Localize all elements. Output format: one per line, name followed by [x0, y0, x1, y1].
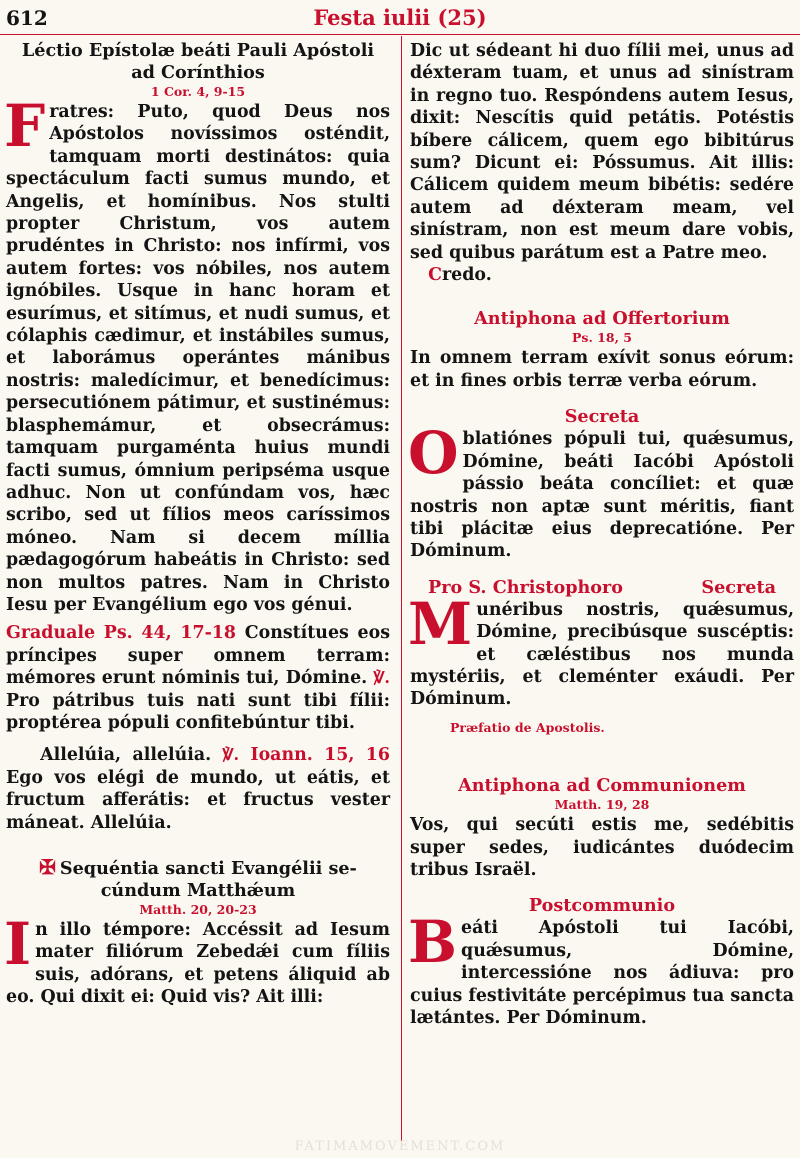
communion-heading: Antiphona ad Communionem: [458, 775, 746, 797]
gospel-text: [4, 910, 390, 1009]
offertory-text: In omnem terram exívit sonus eórum: et in fines orbis terræ verba eórum.: [410, 348, 794, 391]
secret-heading: Secreta: [564, 406, 640, 428]
gradual-text: [6, 622, 390, 734]
christopher-title: Pro S. Christophoro: [428, 576, 624, 598]
postcommunion-body: eáti Apóstoli tui Iacóbi, quǽsumus, Dómine, intercessióne nos ádiuva: pro cuius festivitáte percépimus tua sancta lætántes. Per Dóminum.: [410, 918, 794, 1028]
gospel-heading-text-1: Sequéntia sancti Evangélii se-: [59, 858, 357, 879]
left-column: [6, 40, 390, 1009]
epistle-heading-line-1: Léctio Epístolæ beáti Pauli Apóstoli: [21, 40, 375, 61]
communion-citation: Matth. 19, 28: [554, 797, 650, 813]
gospel-heading-line-1: [6, 856, 390, 880]
christopher-secret-label: Secreta: [701, 576, 776, 598]
gradual-verse-1: Constítues eos príncipes super omnem terram: mémores erunt nóminis tui, Dómine.: [6, 623, 390, 689]
christopher-drop-cap: M: [408, 589, 473, 658]
gospel-body: n illo témpore: Accéssit ad Iesum mater filiórum Zebedǽi cum fíliis suis, adórans, et petens áliquid ab eo. Qui dixit ei: Quid vis? Ait illi:: [6, 920, 390, 1008]
christopher-body: unéribus nostris, quǽsumus, Dómine, precibúsque suscéptis: et cæléstibus nos munda mystériis, et cleménter exáudi. Per Dóminum.: [410, 599, 794, 710]
gospel-citation: Matth. 20, 20-23: [139, 902, 257, 917]
gradual-label: Graduale Ps. 44, 17-18: [6, 623, 237, 644]
credo-text: redo.: [442, 265, 492, 286]
epistle-drop-cap: F: [4, 92, 46, 160]
running-title: Festa iulii (25): [313, 5, 487, 30]
epistle-citation: 1 Cor. 4, 9-15: [150, 84, 246, 99]
offertory-citation: Ps. 18, 5: [572, 330, 632, 346]
epistle-text: [4, 92, 390, 616]
credo-line: [410, 264, 794, 286]
secret-drop-cap: O: [408, 419, 459, 488]
gospel-continuation: Dic ut sédeant hi duo fílii mei, unus ad déxteram tuam, et unus ad sinístram in regno tuo. Respóndens autem Iesus, dixit: Nescítis quid petátis. Potéstis bíbere cálicem, quem ego bibitúrus sum? Dicunt ei: Póssumus. Ait illis: Cálicem quidem meum bibétis: sedére autem ad déxteram meam, vel sinístram, non est meum dare vobis, sed quibus parátum est a Patre meo.: [410, 41, 794, 263]
page-header: [0, 0, 800, 35]
postcommunion-drop-cap: B: [408, 908, 458, 977]
versicle-symbol: ℣.: [373, 668, 390, 688]
alleluia-versicle-symbol: ℣.: [222, 745, 240, 765]
alleluia-text: [6, 744, 390, 834]
cross-icon: ✠: [39, 855, 56, 879]
gospel-drop-cap: I: [4, 910, 32, 978]
alleluia-intro: Allelúia, allelúia.: [40, 745, 212, 766]
christopher-heading: [410, 577, 794, 599]
secret-body: blatiónes pópuli tui, quǽsumus, Dómine, beáti Iacóbi Apóstoli pássio beáta concíliet: et quæ nostris non aptæ sunt méritis, fiant tibi plácitæ eius deprecatióne. Per Dóminum.: [410, 429, 794, 562]
postcommunion-text: [408, 908, 794, 1029]
column-divider: [401, 36, 402, 1148]
alleluia-reference: Ioann. 15, 16: [250, 745, 390, 766]
watermark: FATIMAMOVEMENT.COM: [294, 1139, 506, 1154]
secret-text: [408, 419, 794, 562]
christopher-text: [408, 589, 794, 711]
preface-note: Præfatio de Apostolis.: [450, 719, 605, 735]
gradual-verse-2: Pro pátribus tuis nati sunt tibi fílii: proptérea pópuli confitebúntur tibi.: [6, 690, 390, 733]
page-number: 612: [6, 6, 48, 30]
epistle-body: ratres: Puto, quod Deus nos Apóstolos novíssimos osténdit, tamquam morti destinátos: quia spectáculum facti sumus mundo, et Angelis, et homínibus. Nos stulti propter Christum, vos autem prudéntes in Christo: nos infírmi, vos autem fortes: vos nóbiles, nos autem ignóbiles. Usque in hanc horam et esurímus, et sitímus, et nudi sumus, et cólaphis cædimur, et instábiles sumus, et laborámus operántes mánibus nostris: maledícimur, et benedícimus: persecutiónem pátimur, et sustinémus: blasphemámur, et obsecrámus: tamquam purgaménta huius mundi facti sumus, ómnium peripséma usque adhuc. Non ut confúndam vos, hæc scribo, sed ut fílios meos caríssimos móneo. Nam si decem míllia pædagogórum habeátis in Christo: sed non multos patres. Nam in Christo Iesu per Evangélium ego vos génui.: [6, 102, 390, 615]
offertory-heading: Antiphona ad Offertorium: [474, 308, 730, 330]
epistle-heading-line-2: ad Corínthios: [131, 62, 265, 83]
alleluia-verse: Ego vos elégi de mundo, ut eátis, et fructum afferátis: et fructus vester máneat. Allelúia.: [6, 767, 390, 833]
postcommunion-heading: Postcommunio: [528, 895, 676, 917]
right-column: [410, 40, 794, 1029]
gospel-heading-line-2: cúndum Matthǽum: [100, 880, 296, 901]
communion-text: Vos, qui secúti estis me, sedébitis super sedes, iudicántes duódecim tribus Israël.: [410, 815, 794, 880]
credo-initial: C: [428, 265, 443, 286]
